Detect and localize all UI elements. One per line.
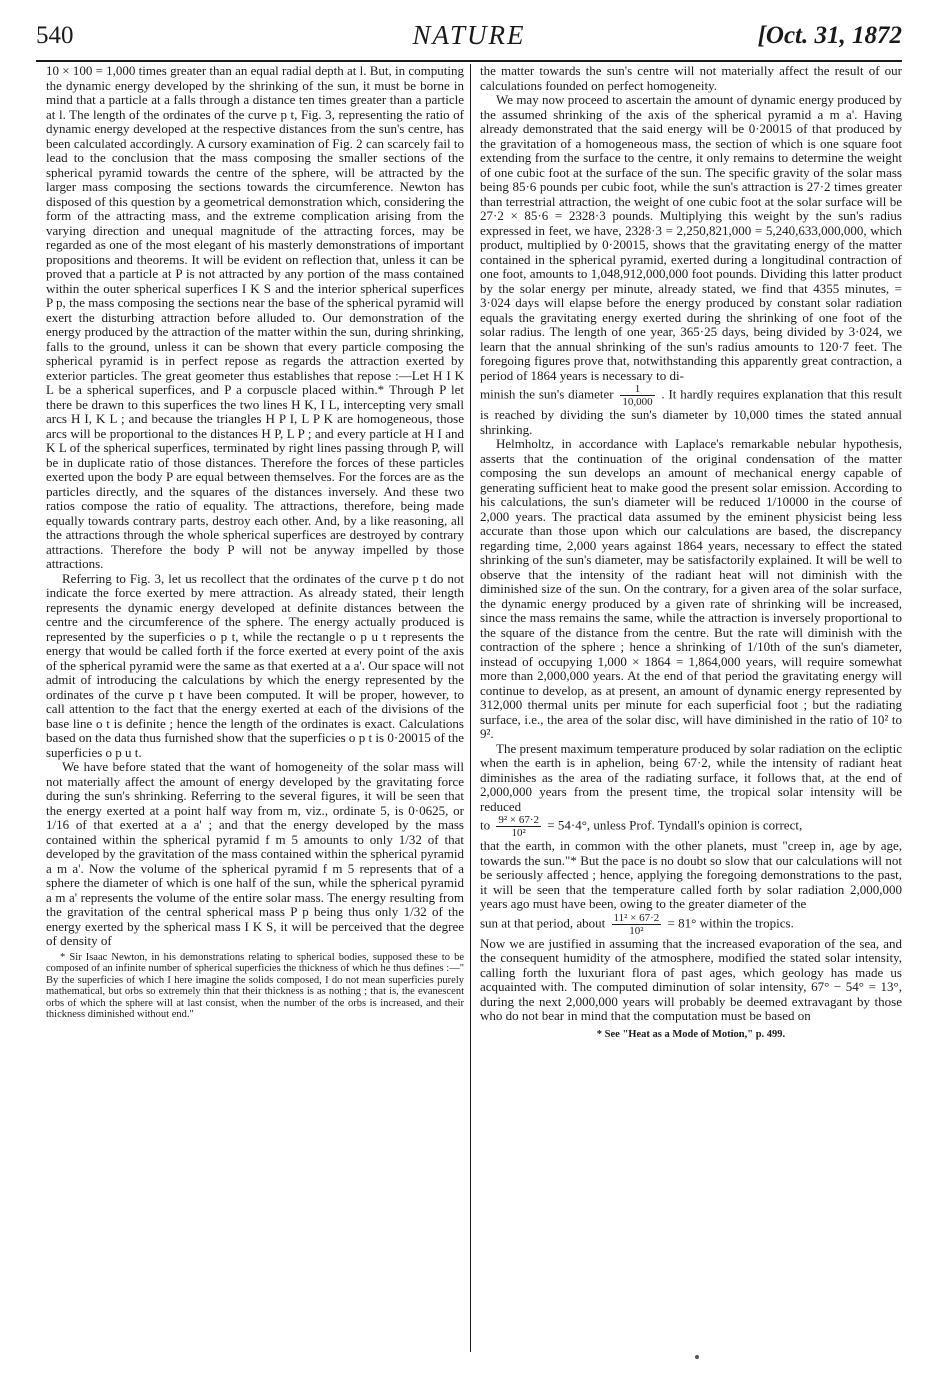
fraction-numerator: 9² × 67·2 (498, 814, 540, 826)
paragraph: the matter towards the sun's centre will not materially affect the result of our calculations founded on perfect homogeneity. (480, 63, 902, 93)
equation-line (480, 912, 902, 937)
journal-title: NATURE (412, 20, 526, 50)
text: = 81° within the tropics. (667, 914, 794, 930)
paragraph: that the earth, in common with the other planets, must "creep in, age by age, towards the sun."* But the pace is no doubt so slow that our calculations will not be seriously affected ; hence, applying the foregoing demonstrations to the past, it will be seen that the temperature called forth by solar radiation 2,000,000 years ago must have been, owing to the greater diameter of the (480, 838, 902, 911)
text: minish the sun's diameter (480, 386, 614, 402)
header-rule (36, 60, 902, 62)
page-header (36, 20, 902, 60)
footnote: * Sir Isaac Newton, in his demonstrations relating to spherical bodies, supposed these to be composed of an infinite number of spherical superficies the thickness of which he thus defines :—" By the superficies of which I here imagine the solids composed, I do not mean superficies purely mathematical, but orbs so extremely thin that their thickness is as nothing ; that is, the evanescent orbs of which the sphere will at last consist, when the number of the orbs is increased, and their thickness diminished without end." (46, 951, 464, 1020)
column-divider (470, 64, 471, 1352)
text: = 54·4°, unless Prof. Tyndall's opinion is correct, (547, 817, 803, 833)
fraction-denominator: 10² (629, 924, 644, 937)
text: sun at that period, about (480, 914, 606, 930)
page-number: 540 (36, 22, 74, 49)
paragraph: We have before stated that the want of homogeneity of the solar mass will not materially affect the amount of energy developed by the gravitating force during the sun's shrinking. Referring to the several figures, it will be seen that the energy exerted at a point half way from m, viz., ordinate 5, is 0·0625, or 1/16 of that exerted at a a' ; and that the energy developed by the mass contained within the spherical pyramid f m 5 amounts to only 1/32 of that developed by the gravitation of the mass contained within the spherical pyramid a m a'. Now the volume of the spherical pyramid f m 5 represents that of a sphere the diameter of which is one half of the sun, while the spherical pyramid a m a' represents the volume of the entire solar mass. The energy resulting from the gravitation of the central spherical mass P p being thus only 1/32 of the energy exerted by the spherical mass I K S, it will be perceived that the degree of density of (46, 759, 464, 948)
fraction-numerator: 11² × 67·2 (613, 911, 660, 924)
issue-date: [Oct. 31, 1872 (757, 22, 902, 49)
paragraph: Referring to Fig. 3, let us recollect that the ordinates of the curve p t do not indicate the force exerted by mere attraction. As already stated, their length represents the dynamic energy developed at definite distances between the centre and the circumference of the sphere. The energy actually produced is represented by the superficies o p t, while the rectangle o p u t represents the energy that would be called forth if the force exerted at every point of the axis of the spherical pyramid were the same as that exerted at a a'. Our space will not admit of introducing the calculations by which the energy represented by the ordinates of the curve p t have been computed. It will be proper, however, to call attention to the fact that the energy exerted at each of the divisions of the base line o t is definite ; hence the length of the ordinates is exact. Calculations based on the data thus furnished show that the superficies o p t is 0·20015 of the superficies o p u t. (46, 570, 464, 760)
fraction-numerator: 1 (620, 383, 654, 396)
text: . It hardly requires explanation that this result is reached by dividing the sun's diameter by 10,000 times the stated annual shrinking. (480, 386, 903, 437)
paragraph-with-fraction (480, 383, 902, 437)
paragraph: The present maximum temperature produced by solar radiation on the ecliptic when the earth is in aphelion, being 67·2, while the intensity of radiant heat diminishes as the area of the radiating surface, it follows that, at the end of 2,000,000 years from the present time, the tropical solar intensity will be reduced (480, 740, 902, 814)
fraction-denominator: 10² (511, 827, 526, 839)
equation-line (480, 814, 902, 839)
paragraph: We may now proceed to ascertain the amount of dynamic energy produced by the assumed shrinking of the axis of the spherical pyramid a m a'. Having already demonstrated that the said energy will be 0·20015 of that produced by the gravitation of a homogeneous mass, the section of which is one square foot extending from the surface to the centre, it only remains to determine the weight of one cubic foot at the surface of the sun. The specific gravity of the solar mass being 85·6 pounds per cubic foot, while the sun's attraction is 27·2 times greater than terrestrial attraction, the weight of one cubic foot at the solar surface will be 27·2 × 85·6 = 2328·3 pounds. Multiplying this weight by the sun's radius expressed in feet, we have, 2328·3 = 2,250,821,000 = 5,240,633,000,000, which product, multiplied by 0·20015, shows that the gravitating energy of the matter contained in the spherical pyramid, exerted during a longitudinal contraction of one foot, amounts to 1,048,912,000,000 foot pounds. Dividing this latter product by the solar energy per minute, already stated, we find that 4355 minutes, = 3·024 days will elapse before the energy produced by constant solar radiation equals the gravitating energy exerted during the shrinking of one foot of the solar radius. The length of one year, 365·25 days, being divided by 3·024, we learn that the annual shrinking of the sun's radius amounts to 120·7 feet. The foregoing figures prove that, notwithstanding this apparently great contraction, a period of 1864 years is necessary to di- (480, 92, 902, 383)
fraction (612, 912, 662, 937)
printer-mark (695, 1355, 699, 1359)
fraction-denominator: 10,000 (622, 396, 653, 408)
paragraph: Now we are justified in assuming that the increased evaporation of the sea, and the consequent humidity of the atmosphere, modified the stated solar intensity, calling forth the luxuriant flora of past ages, which geology has made us acquainted with. The computed diminution of solar intensity, 67° − 54° = 13°, during the next 2,000,000 years will probably be deemed extravagant by those who do not bear in mind that the computation must be based on (480, 935, 902, 1023)
footnote: * See "Heat as a Mode of Motion," p. 499. (596, 1028, 786, 1040)
fraction (496, 814, 541, 839)
right-column (480, 64, 902, 1042)
text: to (480, 817, 491, 833)
fraction (620, 383, 654, 408)
paragraph: 10 × 100 = 1,000 times greater than an equal radial depth at l. But, in computing the dynamic energy developed by the shrinking of the sun, it must be borne in mind that a particle at a falls through a distance ten times greater than a particle at l. The length of the ordinates of the curve p t, Fig. 3, representing the ratio of dynamic energy developed at the respective distances from the sun's centre, has been calculated accordingly. A cursory examination of Fig. 2 can scarcely fail to lead to the conclusion that the mass composing the smaller sections of the spherical pyramid towards the centre of the sphere, will be attracted by the larger mass composing the sections towards the circumference. Newton has disposed of this question by a geometrical demonstration which, considering the form of the attracting mass, and the extreme complication arising from the varying direction and unequal magnitude of the attracting forces, may be regarded as one of the most elegant of his masterly demonstrations of important propositions and theorems. It will be evident on reflection that, unless it can be proved that a particle at P is not attracted by any portion of the mass contained within the outer spherical superfices I K S and the interior spherical superfices P p, the mass composing the sections near the base of the spherical pyramid will exert the disturbing attraction before alluded to. Our demonstration of the energy produced by the attraction of the matter within the sun, during shrinking, falls to the ground, unless it can be shown that every particle composing the spherical pyramid is in perfect repose as regards the attraction exerted by exterior particles. The great geometer thus establishes that repose :—Let H I K L be a spherical superfices, and P a corpuscle placed within.* Through P let there be drawn to this superfices the two lines H K, I L, intercepting very small arcs H I, K L ; and because the triangles H P I, L P K are homogeneous, those arcs will be proportional to the distances H P, L P ; and every particle at H I and K L of the spherical superfices, terminated by right lines passing through P, will be in duplicate ratio of those distances. Therefore the forces of these particles exerted upon the body P are equal between themselves. For the forces are as the particles directly, and the squares of the distances inversely. And these two ratios compose the ratio of equality. The attractions, therefore, being made equally towards contrary parts, destroy each other. And, by a like reasoning, all the attractions through the whole spherical superfices are destroyed by contrary attractions. Therefore the body P will not be anyway impelled by those attractions. (46, 63, 464, 571)
paragraph: Helmholtz, in accordance with Laplace's remarkable nebular hypothesis, asserts that the continuation of the original condensation of the matter composing the sun develops an amount of mechanical energy capable of generating sufficient heat to make good the present solar emission. According to his calculations, the sun's diameter will be reduced 1/10000 in the course of 2,000 years. The practical data assumed by the eminent physicist being less accurate than those upon which our calculations are based, the discrepancy regarding time, 2,000 years against 1864 years, necessary to effect the stated shrinking of the sun's diameter, may be satisfactorily explained. It will be well to observe that the intensity of the radiant heat will not diminish with the diminished size of the sun. On the contrary, for a given area of the solar surface, the dynamic energy produced by a given rate of shrinking will be increased, since the mass remains the same, while the attraction is inversely proportional to the square of the distance from the centre. But the rate will diminish with the contraction of the sphere ; hence a shrinking of 1/10th of the sun's diameter, instead of occupying 1,000 × 1864 = 1,864,000 years, will require somewhat more than 2,000,000 years. At the end of that period the gravitating energy will continue to develop, as at present, an amount of dynamic energy represented by 312,000 thermal units per minute for each superficial foot ; but the radiating surface, i.e., the area of the solar disc, will have diminished in the ratio of 10² to 9². (480, 436, 902, 741)
left-column (46, 64, 464, 1021)
